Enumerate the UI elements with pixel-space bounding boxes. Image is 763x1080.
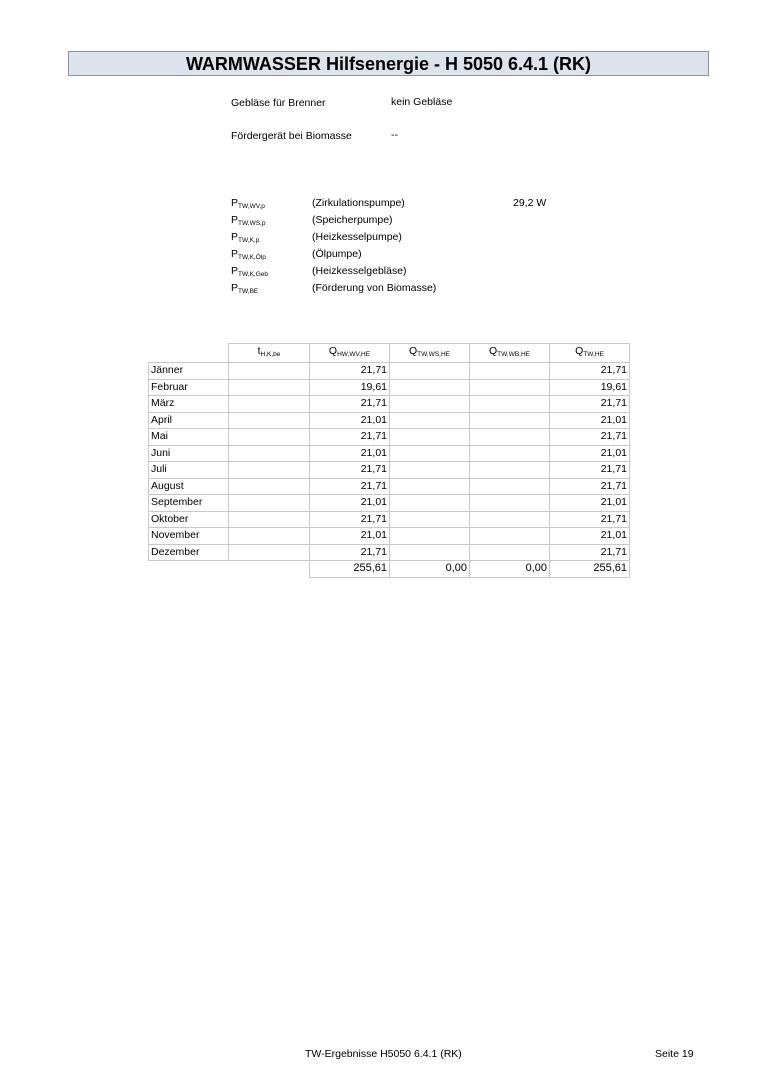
cell-t [229, 396, 310, 413]
cell-t [229, 445, 310, 462]
power-symbol [231, 282, 258, 295]
power-symbol-letter: P [231, 231, 239, 243]
cell-q-hw-wv-he: 21,71 [310, 429, 390, 446]
column-header-symbol: Q [328, 345, 338, 357]
total-q-tw-wb-he: 0,00 [470, 561, 550, 578]
month-cell: März [149, 396, 229, 413]
cell-q-tw-ws-he [390, 429, 470, 446]
cell-t [229, 412, 310, 429]
cell-t [229, 495, 310, 512]
power-symbol [231, 214, 265, 227]
column-header-subscript: TW,HE [583, 351, 604, 358]
cell-q-tw-ws-he [390, 528, 470, 545]
cell-q-tw-he: 21,71 [550, 462, 630, 479]
cell-q-hw-wv-he: 21,71 [310, 478, 390, 495]
header-empty-cell [149, 344, 229, 363]
cell-q-tw-ws-he [390, 478, 470, 495]
power-symbol [231, 265, 268, 278]
table-row [149, 478, 630, 495]
cell-t [229, 544, 310, 561]
cell-q-tw-ws-he [390, 495, 470, 512]
month-cell: April [149, 412, 229, 429]
cell-q-tw-wb-he [470, 528, 550, 545]
power-symbol-letter: P [231, 265, 239, 277]
cell-q-tw-wb-he [470, 412, 550, 429]
cell-q-hw-wv-he: 21,01 [310, 528, 390, 545]
power-symbol [231, 248, 266, 261]
power-description: (Heizkesselpumpe) [312, 231, 402, 243]
column-header-symbol: Q [488, 345, 498, 357]
power-symbol-letter: P [231, 282, 239, 294]
cell-q-tw-wb-he [470, 379, 550, 396]
monthly-table [148, 343, 630, 578]
cell-q-tw-ws-he [390, 396, 470, 413]
power-description: (Ölpumpe) [312, 248, 362, 260]
setting-label-geblaese: Gebläse für Brenner [231, 97, 326, 109]
power-description: (Heizkesselgebläse) [312, 265, 407, 277]
cell-q-tw-ws-he [390, 379, 470, 396]
column-header-symbol: Q [575, 345, 584, 357]
month-cell: September [149, 495, 229, 512]
cell-t [229, 462, 310, 479]
table-row [149, 511, 630, 528]
table-row [149, 363, 630, 380]
power-symbol-subscript: TW,WV,p [238, 203, 265, 210]
power-description: (Förderung von Biomasse) [312, 282, 437, 294]
cell-t [229, 528, 310, 545]
power-symbol-letter: P [231, 248, 239, 260]
cell-q-tw-he: 21,01 [550, 528, 630, 545]
cell-q-tw-wb-he [470, 396, 550, 413]
cell-t [229, 478, 310, 495]
table-row [149, 462, 630, 479]
setting-value-geblaese: kein Gebläse [391, 96, 453, 108]
power-description: (Zirkulationspumpe) [312, 197, 405, 209]
power-symbol-letter: P [231, 214, 239, 226]
table-header-row [149, 344, 630, 363]
cell-q-hw-wv-he: 21,71 [310, 363, 390, 380]
cell-q-tw-he: 21,71 [550, 511, 630, 528]
cell-q-tw-wb-he [470, 462, 550, 479]
cell-q-tw-ws-he [390, 445, 470, 462]
cell-q-tw-ws-he [390, 363, 470, 380]
totals-empty-cell [229, 561, 310, 578]
power-symbol-subscript: TW,K,Ölp [238, 254, 266, 261]
cell-q-tw-wb-he [470, 429, 550, 446]
column-header [229, 344, 310, 363]
total-q-hw-wv-he: 255,61 [310, 561, 390, 578]
cell-q-tw-wb-he [470, 363, 550, 380]
table-row [149, 495, 630, 512]
page-title: WARMWASSER Hilfsenergie - H 5050 6.4.1 (RK) [68, 51, 709, 76]
column-header [470, 344, 550, 363]
table-row [149, 412, 630, 429]
power-value: 29,2 W [513, 197, 547, 209]
cell-q-tw-wb-he [470, 544, 550, 561]
cell-q-hw-wv-he: 21,71 [310, 462, 390, 479]
cell-q-tw-he: 21,71 [550, 478, 630, 495]
cell-t [229, 511, 310, 528]
cell-q-hw-wv-he: 21,01 [310, 412, 390, 429]
column-header [390, 344, 470, 363]
setting-value-foerdergeraet: -- [391, 129, 398, 141]
cell-q-tw-wb-he [470, 445, 550, 462]
table-row [149, 396, 630, 413]
table-row [149, 445, 630, 462]
column-header-subscript: HW,WV,HE [337, 351, 371, 358]
power-symbol [231, 197, 265, 210]
cell-q-hw-wv-he: 21,71 [310, 511, 390, 528]
table-row [149, 544, 630, 561]
column-header-subscript: H,K,be [260, 351, 281, 358]
cell-q-tw-he: 21,01 [550, 495, 630, 512]
power-description: (Speicherpumpe) [312, 214, 393, 226]
power-symbol-letter: P [231, 197, 239, 209]
footer-document-name: TW-Ergebnisse H5050 6.4.1 (RK) [305, 1048, 462, 1060]
column-header-symbol: Q [408, 345, 418, 357]
totals-row [149, 561, 630, 578]
month-cell: Juli [149, 462, 229, 479]
setting-label-foerdergeraet: Fördergerät bei Biomasse [231, 130, 352, 142]
footer-page-number: Seite 19 [655, 1048, 694, 1060]
cell-q-hw-wv-he: 21,01 [310, 445, 390, 462]
month-cell: Juni [149, 445, 229, 462]
cell-q-tw-he: 21,01 [550, 412, 630, 429]
power-symbol [231, 231, 259, 244]
totals-empty-cell [149, 561, 229, 578]
column-header-subscript: TW,WB,HE [497, 351, 531, 358]
month-cell: Jänner [149, 363, 229, 380]
column-header-symbol: t [257, 345, 261, 357]
cell-t [229, 379, 310, 396]
table-row [149, 379, 630, 396]
month-cell: Oktober [149, 511, 229, 528]
cell-q-tw-ws-he [390, 462, 470, 479]
cell-t [229, 363, 310, 380]
cell-t [229, 429, 310, 446]
cell-q-tw-ws-he [390, 544, 470, 561]
column-header [550, 344, 630, 363]
cell-q-tw-ws-he [390, 511, 470, 528]
cell-q-tw-he: 19,61 [550, 379, 630, 396]
column-header-subscript: TW,WS,HE [417, 351, 451, 358]
month-cell: August [149, 478, 229, 495]
total-q-tw-ws-he: 0,00 [390, 561, 470, 578]
power-symbol-subscript: TW,BE [238, 288, 259, 295]
power-symbol-subscript: TW,WS,p [238, 220, 266, 227]
cell-q-hw-wv-he: 21,01 [310, 495, 390, 512]
table-row [149, 429, 630, 446]
power-symbol-subscript: TW,K,p [238, 237, 260, 244]
cell-q-tw-wb-he [470, 511, 550, 528]
cell-q-hw-wv-he: 21,71 [310, 396, 390, 413]
cell-q-tw-wb-he [470, 495, 550, 512]
cell-q-hw-wv-he: 19,61 [310, 379, 390, 396]
month-cell: Dezember [149, 544, 229, 561]
cell-q-tw-he: 21,71 [550, 429, 630, 446]
month-cell: Mai [149, 429, 229, 446]
cell-q-tw-ws-he [390, 412, 470, 429]
cell-q-tw-wb-he [470, 478, 550, 495]
month-cell: Februar [149, 379, 229, 396]
cell-q-tw-he: 21,71 [550, 396, 630, 413]
total-q-tw-he: 255,61 [550, 561, 630, 578]
cell-q-tw-he: 21,01 [550, 445, 630, 462]
cell-q-tw-he: 21,71 [550, 544, 630, 561]
cell-q-hw-wv-he: 21,71 [310, 544, 390, 561]
power-symbol-subscript: TW,K,Geb [238, 271, 268, 278]
cell-q-tw-he: 21,71 [550, 363, 630, 380]
month-cell: November [149, 528, 229, 545]
column-header [310, 344, 390, 363]
table-row [149, 528, 630, 545]
